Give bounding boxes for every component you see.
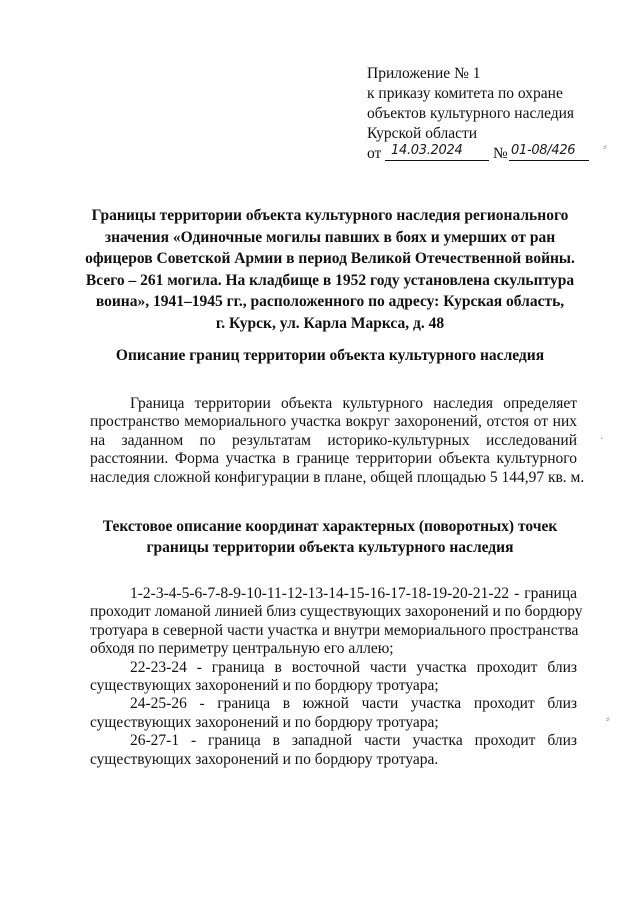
title-line: воина», 1941–1945 гг., расположенного по адресу: Курская область, [95,293,565,310]
order-date-row [367,144,617,164]
paragraph-line: проходит ломаной линией близ существующих захоронений и по бордюру [90,603,583,621]
order-number-handwritten: 01-08/426 [511,143,576,158]
number-prefix: № [493,145,508,162]
section-2-paragraphs [90,585,583,769]
section-1-heading-text: Описание границ территории объекта культурного наследия [115,347,545,364]
appendix-line-3: объектов культурного наследия [367,105,575,122]
paragraph-line: на заданном по результатам историко-культурных исследований [90,431,577,449]
paragraph-line: наследия сложной конфигурации в плане, общей площадью 5 144,97 кв. м. [90,468,585,486]
section-1-paragraph [90,395,585,487]
appendix-line-2: к приказу комитета по охране [367,85,563,102]
scan-mark: ⸗ [603,140,607,153]
order-date-handwritten: 14.03.2024 [391,143,463,158]
title-line: Всего – 261 могила. На кладбище в 1952 году установлена скульптура [85,271,575,289]
document-title [60,205,600,334]
title-line: Границы территории объекта культурного наследия регионального [91,207,569,224]
appendix-block [367,64,617,164]
scan-mark: · [600,432,604,445]
paragraph-line: существующих захоронений и по бордюру тротуара. [90,750,439,768]
paragraph-line: пространство мемориального участка вокруг захоронений, отстоя от них [90,413,577,431]
appendix-line-4: Курской области [367,125,478,142]
date-prefix: от [367,145,382,162]
section-1-heading [60,345,600,366]
paragraph-line: 26-27-1 - граница в западной части участка проходит близ [130,732,577,750]
title-line: г. Курск, ул. Карла Маркса, д. 48 [215,314,445,332]
title-line: значения «Одиночные могилы павших в боях и умерших от ран [104,228,556,246]
section-2-heading-line: Текстовое описание координат характерных (поворотных) точек [102,518,558,535]
scan-mark: ⸗ [606,712,610,725]
paragraph-line: 1-2-3-4-5-6-7-8-9-10-11-12-13-14-15-16-17-18-19-20-21-22 - граница [130,585,577,602]
paragraph-line: тротуара в северной части участка и внутри мемориального пространства [90,621,579,639]
paragraph-line: 24-25-26 - граница в южной части участка проходит близ [130,695,577,713]
title-line: офицеров Советской Армии в период Великой Отечественной войны. [85,250,575,267]
paragraph-line: 22-23-24 - граница в восточной части участка проходит близ [130,658,577,676]
section-2-heading [60,516,600,558]
paragraph-line: Граница территории объекта культурного наследия определяет [130,395,577,412]
section-2-heading-line: границы территории объекта культурного наследия [146,539,514,556]
paragraph-line: обходя по периметру центральную его аллею; [90,640,394,658]
appendix-line-1: Приложение № 1 [367,65,481,82]
paragraph-line: существующих захоронений и по бордюру тротуара; [90,677,439,695]
paragraph-line: существующих захоронений и по бордюру тротуара; [90,713,439,731]
paragraph-line: расстоянии. Форма участка в границе территории объекта культурного [90,450,577,468]
